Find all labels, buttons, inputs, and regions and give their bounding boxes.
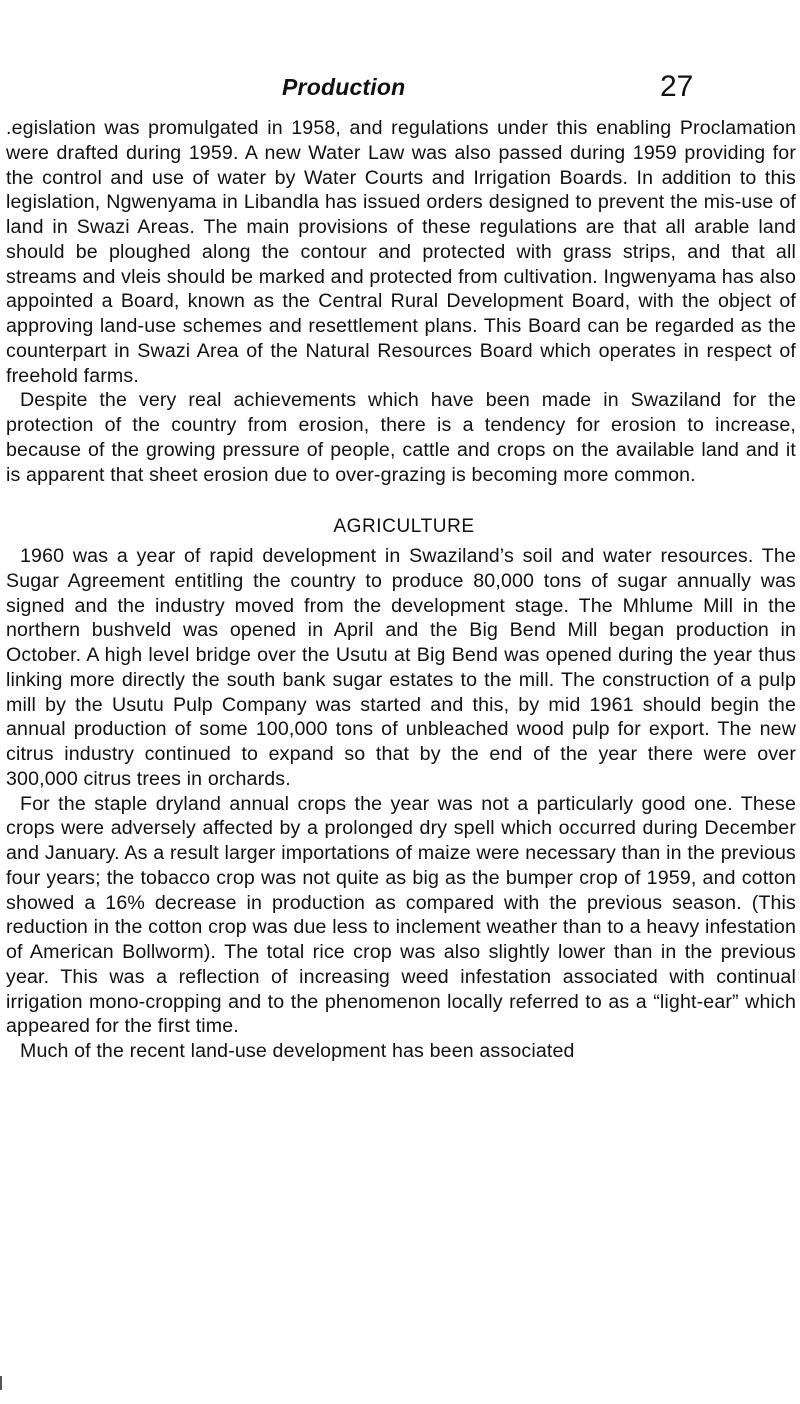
body-text [6,116,796,1064]
paragraph-legislation: .egislation was promulgated in 1958, and regulations under this enabling Proclamation were drafted during 1959. A new Water Law was also passed during 1959 providing for the control and use of water by Water Courts and Irrigation Boards. In addition to this legislation, Ngwenyama in Libandla has issued orders designed to prevent the mis-use of land in Swazi Areas. The main provisions of these regulations are that all arable land should be ploughed along the contour and protected with grass strips, and that all streams and vleis should be marked and protected from cultivation. Ingwenyama has also appointed a Board, known as the Central Rural Development Board, with the object of approving land-use schemes and resettlement plans. This Board can be regarded as the counterpart in Swazi Area of the Natural Resources Board which operates in respect of freehold farms. [6,117,796,387]
paragraph-erosion: Despite the very real achievements which have been made in Swaziland for the protection of the country from erosion, there is a tendency for erosion to increase, because of the growing pressure of people, cattle and crops on the available land and it is apparent that sheet erosion due to over-grazing is becoming more common. [6,389,796,486]
paragraph-land-use: Much of the recent land-use development has been associated [20,1040,575,1062]
paragraph-dryland-crops: For the staple dryland annual crops the year was not a particularly good one. These crops were adversely affected by a prolonged dry spell which occurred during December and January. As a result larger importations of maize were necessary than in the previous four years; the tobacco crop was not quite as big as the bumper crop of 1959, and cotton showed a 16% decrease in production as compared with the previous season. (This reduction in the cotton crop was due less to inclement weather than to a heavy infestation of American Bollworm). The total rice crop was also slightly lower than in the previous year. This was a reflection of increasing weed infestation associated with continual irrigation mono-cropping and to the phenomenon locally referred to as a “light-ear” which appeared for the first time. [6,792,796,1038]
paragraph-development: 1960 was a year of rapid development in Swaziland’s soil and water resources. The Sugar Agreement entitling the country to produce 80,000 tons of sugar annually was signed and the industry moved from the development stage. The Mhlume Mill in the northern bushveld was opened in April and the Big Bend Mill began production in October. A high level bridge over the Usutu at Big Bend was opened during the year thus linking more directly the south bank sugar estates to the mill. The construction of a pulp mill by the Usutu Pulp Company was started and this, by mid 1961 should begin the annual production of some 100,000 tons of unbleached wood pulp for export. The new citrus industry continued to expand so that by the end of the year there were over 300,000 citrus trees in orchards. [6,545,796,790]
running-title: Production [282,74,406,100]
page-number: 27 [660,70,694,103]
running-header [0,72,800,112]
scan-edge-mark [0,1376,2,1390]
section-heading-agriculture: AGRICULTURE [333,516,475,538]
